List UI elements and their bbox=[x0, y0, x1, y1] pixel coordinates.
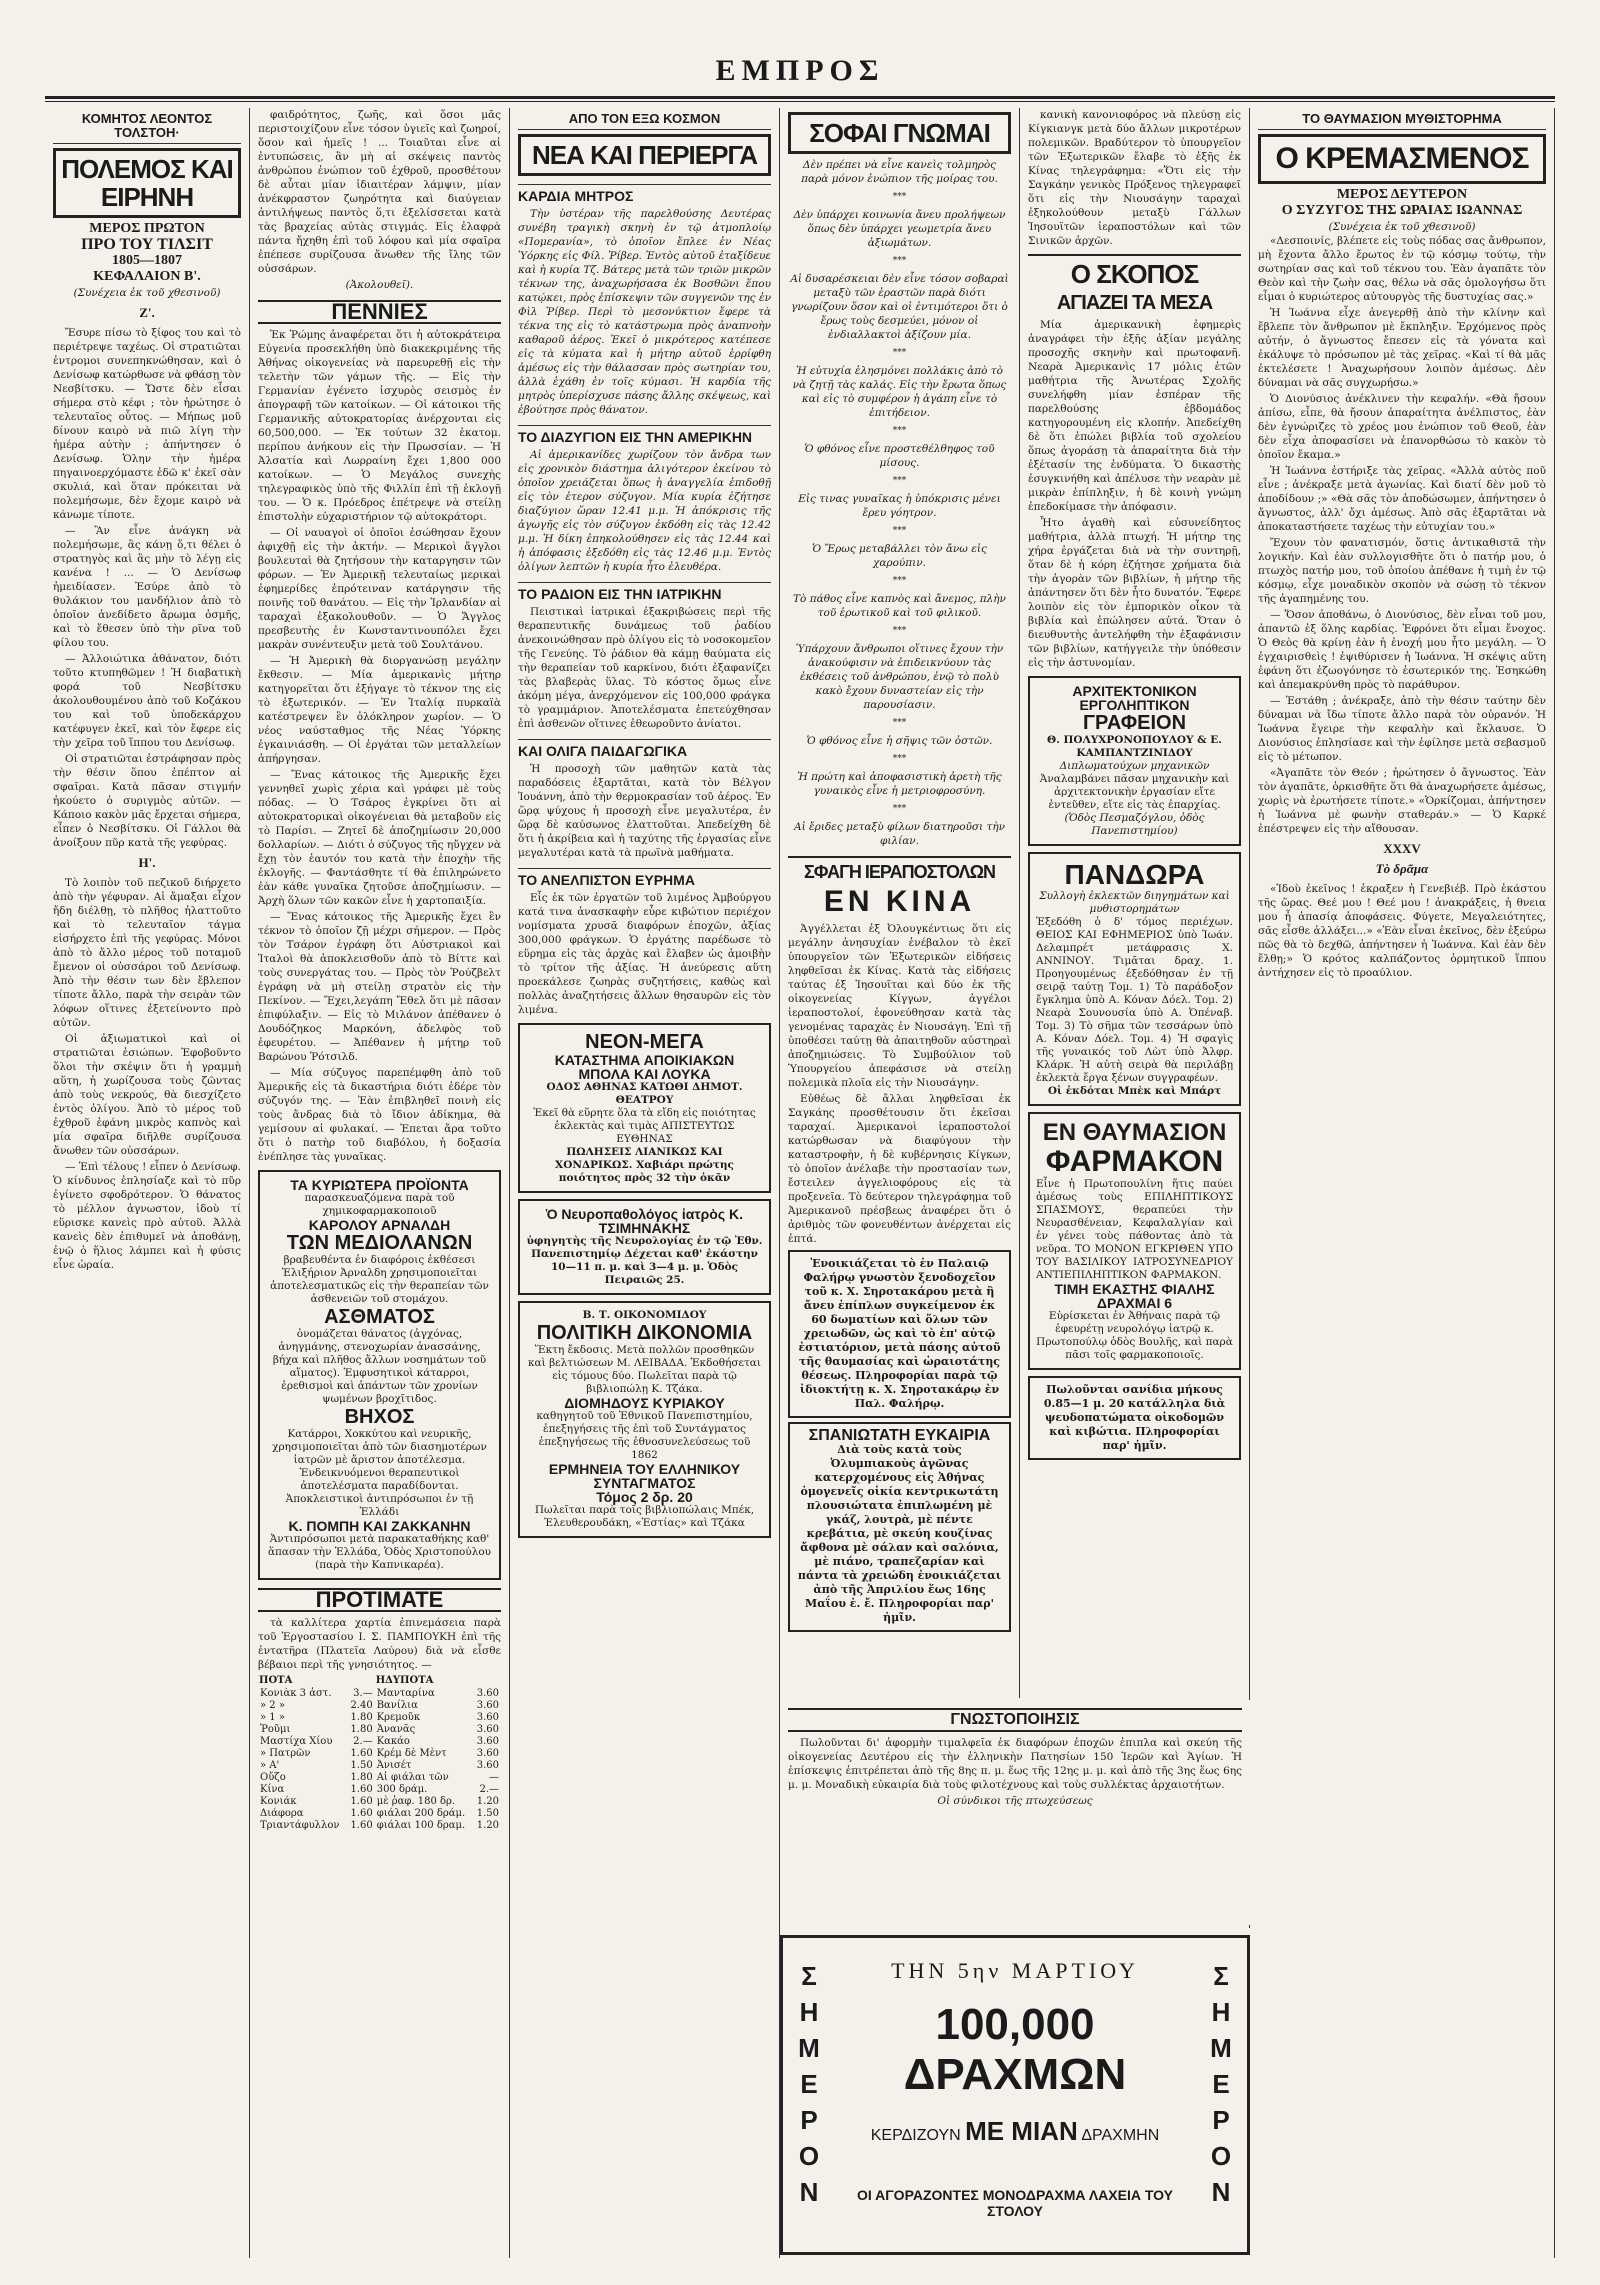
ad-heading: ΦΑΡΜΑΚΟΝ bbox=[1045, 1145, 1224, 1178]
price-value: 1.60 bbox=[350, 1808, 373, 1819]
article-title: ΤΟ ΔΙΑΖΥΓΙΟΝ ΕΙΣ ΤΗΝ ΑΜΕΡΙΚΗΝ bbox=[518, 425, 771, 444]
article-title: ΚΑΙ ΟΛΙΓΑ ΠΑΙΔΑΓΩΓΙΚΑ bbox=[518, 739, 771, 758]
column-1 bbox=[45, 108, 250, 2258]
maxim: Ἡ εὐτυχία ἐλησμόνει πολλάκις ἀπὸ τὸ νὰ ζητῇ τὰς καλάς. Εἰς τὴν ἔρωτα ὅπως καὶ εἰς τὸ συμφέρον ἡ ἀγάπη εἶνε τὸ ἐπιτήδειον. bbox=[792, 365, 1007, 419]
serial-kicker: ΚΟΜΗΤΟΣ ΛΕΟΝΤΟΣ ΤΟΛΣΤΟΗ· bbox=[53, 112, 241, 144]
news-paragraph: — Ἡ Ἀμερικὴ θὰ διοργανώσῃ μεγάλην ἔκθεσιν. — Μία ἀμερικανὶς μήτηρ κατηγορεῖται ὅτι ἐξήγαγε τὸ τέκνον της εἰς τὸ ἐξωτερικόν. — Ἐν Ἰταλίᾳ πυρκαϊὰ κατέστρεψεν ἓν ὁλόκληρον χωρίον. — Ὁ νέος ναύσταθμος τῆς Νέας Ὑόρκης ἐγκαινιάσθη. — Οἱ ἐργάται τῶν μεταλλείων ἀπήργησαν. bbox=[258, 655, 501, 765]
advertisement-opportunity bbox=[788, 1422, 1011, 1632]
advertisement-pandora bbox=[1028, 852, 1241, 1106]
ad-heading: ΤΑ ΚΥΡΙΩΤΕΡΑ ΠΡΟΪΟΝΤΑ bbox=[290, 1177, 469, 1193]
price-value: 3.60 bbox=[476, 1700, 499, 1711]
price-item: 300 δράμ. bbox=[376, 1784, 428, 1795]
lottery-vertical-left: Σ Η Μ Ε Ρ Ο Ν bbox=[798, 1961, 820, 2207]
lottery-vertical-right: Σ Η Μ Ε Ρ Ο Ν bbox=[1210, 1961, 1232, 2207]
article-headline: ΣΦΑΓΗ ΙΕΡΑΠΟΣΤΟΛΩΝ bbox=[788, 856, 1011, 882]
ad-text: Κατάρροι, Χοκκύτου καὶ νευρικῆς, χρησιμοποιεῖται ἀπὸ τῶν διασημοτέρων ἰατρῶν μὲ ἄριστον ἀποτέλεσμα. Ἐνδεικνυόμενοι θεραπευτικοὶ ἀποτελέσματα παραδίδονται. bbox=[272, 1428, 487, 1492]
serial-subtitle: ΠΡΟ ΤΟΥ ΤΙΛΣΙΤ bbox=[81, 236, 213, 253]
price-header: ΗΔΥΠΟΤΑ bbox=[375, 1675, 434, 1686]
maxim: Τὸ πάθος εἶνε καπνὸς καὶ ἄνεμος, πλὴν τοῦ ἐρωτικοῦ καὶ τοῦ φιλικοῦ. bbox=[793, 593, 1006, 619]
article-paragraph: φαιδρότητος, ζωῆς, καὶ ὅσοι μᾶς περιστοιχίζουν εἶνε τόσον ὑγιεῖς καὶ ζωηροί, ὅσον καὶ ἡμεῖς ! ... Τοιαῦται εἶνε αἱ ἐντυπώσεις, ἂν μὴ αἱ σκέψεις παντὸς ἀνθρώπου ἐνώπιον τοῦ ἐχθροῦ, προσθέτουν δὲ αὗται μίαν ἰδιαιτέραν λάμψιν, μίαν ἀνέκφραστον ζωηρότητα καὶ διαύγειαν ἀντιλήψεως παντὸς ὅ,τι ἐξελίσσεται κατὰ τὰς βραχείας αὐτὰς στιγμάς. Εἰς ἐλαφρὰ πάντα ἤχηθη ἐπὶ τοῦ λόφου καὶ μία σφαῖρα ἐπέπεσε συρίζουσα ἄνωθεν τῆς ἴλης τῶν οὐσσάρων. bbox=[258, 109, 501, 275]
ad-text: (Ὁδὸς Πεσμαζόγλου, ὁδὸς Πανεπιστημίου) bbox=[1064, 812, 1205, 837]
article-paragraph: «Δεσποινίς, βλέπετε εἰς τοὺς πόδας σας ἄνθρωπον, μὴ ἔχοντα ἄλλο ἔρωτος ἐν τῷ κόσμῳ τούτῳ, τὴν σωτηρίαν σας καὶ τοῦ τέκνου του. Ἐὰν ἀγαπᾶτε τὸν Θεὸν καὶ τὴν ζωὴν σας, θέλω νὰ σᾶς ὁμολογήσω ὅτι εἶμαι ὁ κυριώτερος αὐτουργὸς τῆς δυστυχίας σας.» bbox=[1258, 235, 1546, 303]
price-item: » Πατρῶν bbox=[260, 1748, 311, 1759]
article-headline-2: ΑΓΙΑΖΕΙ ΤΑ ΜΕΣΑ bbox=[1056, 292, 1213, 314]
column-2 bbox=[250, 108, 510, 2258]
ad-text: Πωλοῦνται σανίδια μήκους 0.85—1 μ. 20 κατάλληλα διὰ ψευδοπατώματα οἰκοδομῶν καὶ κιβώτια. Πληροφορίαι παρ' ἡμῖν. bbox=[1043, 1383, 1226, 1452]
ad-heading: ΕΝ ΘΑΥΜΑΣΙΟΝ bbox=[1042, 1119, 1227, 1146]
masthead bbox=[0, 0, 1600, 95]
serial-author: Ο ΣΥΖΥΓΟΣ ΤΗΣ ΩΡΑΙΑΣ ΙΩΑΝΝΑΣ bbox=[1281, 203, 1523, 218]
price-value: 1.50 bbox=[476, 1808, 499, 1819]
maxim: Ὁ φθόνος εἶνε ἡ σῆψις τῶν ὀστῶν. bbox=[806, 735, 993, 747]
price-value: 3.— bbox=[353, 1688, 373, 1699]
price-item: Οὔζο bbox=[260, 1772, 286, 1783]
maxim: Ὑπάρχουν ἄνθρωποι οἵτινες ἔχουν τὴν ἀνακούφισιν νὰ ἐπιδεικνύουν τὰς ἐκθέσεις τοῦ ἀνθρώπου, ἐνῷ τὸ πολὺ κακὸ ἔχουν δυναστείαν εἰς τὴν παρουσίασιν. bbox=[795, 643, 1004, 711]
price-value: 1.60 bbox=[350, 1796, 373, 1807]
price-value: 2.— bbox=[353, 1736, 373, 1747]
advertisement-hotel bbox=[788, 1250, 1011, 1418]
price-item: Μανταρίνα bbox=[376, 1688, 435, 1699]
article-paragraph: Ἡ Ἰωάννα εἶχε ἀνεγερθῇ ἀπὸ τὴν κλίνην καὶ ἔβλεπε τὸν ἄνθρωπον μὲ ἔκπληξιν. Ἐρχόμενος πρὸς αὐτήν, ὁ ἄγνωστος ἔπεσεν εἰς τὰ γόνατα καὶ ἐκάλυψε τὸ πρόσωπον μὲ τὰς χεῖρας. «Καὶ τί θὰ μᾶς ἐκτελέσετε ! Ἀναχωρήσουν λοιπὸν ἀμέσως. Δὲν δύναμαι νὰ σᾶς συγχωρήσω.» bbox=[1258, 307, 1546, 389]
price-row bbox=[258, 1736, 501, 1748]
price-item: Αἱ φιάλαι τῶν bbox=[376, 1772, 449, 1783]
maxim: Ὁ Ἔρως μεταβάλλει τὸν ἄνω εἰς χαρούπιν. bbox=[812, 543, 987, 569]
price-value: 1.80 bbox=[350, 1772, 373, 1783]
price-item: Κονιάκ bbox=[260, 1796, 297, 1807]
maxim: Ἡ πρώτη καὶ ἀποφασιστικὴ ἀρετὴ τῆς γυναικὸς εἶνε ἡ μετριοφροσύνη. bbox=[797, 771, 1002, 797]
column-3 bbox=[510, 108, 780, 2258]
article-paragraph: Ἀγγέλλεται ἐξ Ὀλουγκέντιως ὅτι εἰς μεγάλην ἀνησυχίαν ἐνέβαλον τὸ ἐκεῖ ὑπουργεῖον τῶν Ἐξωτερικῶν εἰδήσεις ληφθεῖσαι ἐκ Κίνας. Κατὰ τὰς εἰδήσεις ταύτας ἐξ Ἰησουῖται καὶ δύο ἐκ τῆς οἰκογενείας Κίγγων, ἀγγέλοι ἱεραποστολοί, ἐφονεύθησαν κατὰ τὰς γενομένας ταραχὰς ἐν Νιουσάγη. Ἐπὶ τῇ ὑποθέσει ταύτῃ θὰ ἀπαιτηθοῦν αὐστηραὶ ἀποζημιώσεις. Τὸ Συμβούλιον τοῦ Ὑπουργείου ἀπεφάσισε νὰ στείλῃ πολεμικὰ πλοῖα εἰς τὴν Νιουσάγην. bbox=[788, 923, 1011, 1089]
price-item: μὲ ῥαφ. 180 δρ. bbox=[376, 1796, 456, 1807]
price-value: 2.— bbox=[479, 1784, 499, 1795]
maxims-list bbox=[788, 158, 1011, 848]
price-item: φιάλαι 100 δραμ. bbox=[376, 1820, 466, 1831]
price-item: Κίνα bbox=[260, 1784, 285, 1795]
section-headline: ΣΟΦΑΙ ΓΝΩΜΑΙ bbox=[788, 112, 1011, 154]
ad-text: ΠΩΛΗΣΕΙΣ ΛΙΑΝΙΚΩΣ ΚΑΙ ΧΟΝΔΡΙΚΩΣ. Χαβιάρι πρώτης ποιότητος πρὸς 32 τὴν ὀκᾶν bbox=[555, 1146, 734, 1184]
price-value: 3.60 bbox=[476, 1712, 499, 1723]
ad-heading: Β. Τ. ΟΙΚΟΝΟΜΙΔΟΥ bbox=[582, 1309, 707, 1321]
ad-text: παρασκευαζόμενα παρὰ τοῦ χημικοφαρμακοποιοῦ bbox=[304, 1192, 455, 1217]
price-item: Κρέμ δὲ Μὲντ bbox=[376, 1748, 447, 1759]
article-paragraph: — Ἂν εἶνε ἀνάγκη νὰ πολεμήσωμε, ἂς κάνῃ ὅ,τι θέλει ὁ στρατηγὸς καὶ ἂς μὴν τὸ λέγῃ εἰς κανένα ! ... — Ὁ Δενίσωφ ἠμειδίασεν. Ἐσύρε ἀπὸ τὸ θυλάκιον του μανδήλιον ἀπὸ τὸ ὁποῖον ἀνεδίδετο ἄρωμα ὀσμῆς, καὶ τὸ ἔθεσεν ὑπὸ τὴν ρῖνα τοῦ φίλου του. bbox=[53, 525, 241, 649]
section-heading: XXXV bbox=[1383, 841, 1421, 856]
ad-text: Εἶνε ἡ Πρωτοπουλίνη ἥτις παύει ἀμέσως τοὺς ΕΠΙΛΗΠΤΙΚΟΥΣ ΣΠΑΣΜΟΥΣ, θεραπεύει τὴν Νευρασθένειαν, Κεφαλαλγίαν καὶ ἐν γένει τοὺς πάθοντας ἀπὸ τὰ νεῦρα. ΤΟ ΜΟΝΟΝ ΕΓΚΡΙΘΕΝ ΥΠΟ ΤΟΥ ΒΑΣΙΛΙΚΟΥ ΙΑΤΡΟΣΥΝΕΔΡΙΟΥ ΑΝΤΙΕΠΙΛΗΠΤΙΚΟΝ ΦΑΡΜΑΚΟΝ. bbox=[1036, 1178, 1233, 1281]
price-value: 3.60 bbox=[476, 1748, 499, 1759]
article-paragraph: — Ἐστάθη ; ἀνέκραξε, ἀπὸ τὴν θέσιν ταύτην δὲν δύναμαι νὰ ἴδω τίποτε ἄλλο παρὰ τὸν οὐρανόν. Ἡ Ἰωάννα ἔγειρε τὴν κεφαλὴν καὶ ἔκλαυσε. Ὁ Διονύσιος ἐπλησίασε καὶ τὴν ἐφίλησε μετὰ σεβασμοῦ εἰς τὸ μέτωπον. bbox=[1258, 695, 1546, 763]
ad-text: Εὑρίσκεται ἐν Ἀθήναις παρὰ τῷ ἐφευρέτῃ νευρολόγῳ ἰατρῷ κ. Πρωτοπούλῳ ὁδὸς Βουλῆς, καὶ παρὰ πᾶσι τοῖς φαρμακοποιοῖς. bbox=[1036, 1310, 1233, 1361]
section-heading: Ζ'. bbox=[139, 305, 155, 320]
article-paragraph: Ἡ Ἰωάννα ἐστήριξε τὰς χεῖρας. «Ἀλλὰ αὐτὸς ποῦ εἶνε ; ἀνέκραξε μετὰ ἀγωνίας. Καὶ διατί δὲν μοῦ τὸ ἀποδίδουν ;» «Θὰ σᾶς τὸν ἀποδώσωμεν, ἀπήντησεν ὁ ἄγνωστος, ἀλλ' ὄχι ἀμέσως. Ἀπὸ σᾶς ἐξαρτᾶται νὰ ἀποκαταστήσετε ταχέως τὴν εὐτυχίαν του.» bbox=[1258, 465, 1546, 533]
maxim-separator: *** bbox=[892, 256, 907, 266]
ad-heading: ΚΑΡΟΛΟΥ ΑΡΝΑΛΔΗ bbox=[308, 1217, 451, 1233]
masthead-title: ΕΜΠΡΟΣ bbox=[715, 54, 885, 87]
price-item: » 2 » bbox=[260, 1700, 285, 1711]
article-title: ΤΟ ΑΝΕΛΠΙΣΤΟΝ ΕΥΡΗΜΑ bbox=[518, 868, 771, 887]
advertisement-medicine bbox=[1028, 1112, 1241, 1370]
lottery-center bbox=[839, 1958, 1191, 2219]
section-heading: Η'. bbox=[138, 855, 156, 870]
price-row bbox=[258, 1760, 501, 1772]
ad-text: Πωλεῖται παρὰ τοῖς βιβλιοπώλαις Μπέκ, Ἐλευθερουδάκη, «Ἑστίας» καὶ Τζάκα bbox=[534, 1504, 755, 1529]
section-title: Τὸ δρᾶμα bbox=[1375, 861, 1429, 876]
ad-heading: Θ. ΠΟΛΥΧΡΟΝΟΠΟΥΛΟΥ & Ε. ΚΑΜΠΑΝΤΖΙΝΙΔΟΥ bbox=[1047, 734, 1222, 759]
price-row bbox=[258, 1784, 501, 1796]
news-paragraph: — Οἱ ναυαγοὶ οἱ ὁποῖοι ἐσώθησαν ἔχουν ἀφιχθῇ εἰς τὴν ἀκτήν. — Μερικοὶ ἄγγλοι βουλευταὶ θὰ ζητήσουν τὴν καταργησιν τῶν φόρων. — Ἐν Ἀμερικῇ τελευταίως μερικαὶ ἐφημερίδες ἐπρότειναν κατάργησιν τῆς ποινῆς τοῦ θανάτου. — Εἰς τὴν Ἰρλανδίαν αἱ ταραχαὶ ἐξακολουθοῦν. — Ὁ Ἄγγλος πρεσβευτὴς ἐν Κωνσταντινουπόλει ἔχει μακρὰν συνέντευξιν μετὰ τοῦ Σουλτάνου. bbox=[258, 527, 501, 651]
lottery-advertisement bbox=[780, 1935, 1250, 2255]
ad-heading: Τόμος 2 δρ. 20 bbox=[596, 1489, 693, 1505]
price-row bbox=[258, 1820, 501, 1832]
price-row bbox=[258, 1808, 501, 1820]
maxim-separator: *** bbox=[892, 804, 907, 814]
maxim-separator: *** bbox=[892, 576, 907, 586]
ad-text: Διπλωματούχων μηχανικῶν bbox=[1059, 760, 1210, 772]
price-value: 1.50 bbox=[350, 1760, 373, 1771]
article-paragraph: Τὸ λοιπὸν τοῦ πεζικοῦ διήρχετο ἀπὸ τὴν γέφυραν. Αἱ ἄμαξαι εἶχον ἤδη διέλθῃ, τὸ πλῆθος ἠλαττοῦτο καὶ τὸ τελευταῖον τάγμα εἰσήρχετο ἐπὶ τῆς γεφύρας. Μόνοι ἀπὸ τὸ ἄλλο μέρος τοῦ ποταμοῦ ἔμενον οἱ οὐσσάροι τοῦ Δενίσωφ. Ἀπὸ τὴν θέσιν των δὲν ἔβλεπον τίποτε ἄλλο, παρὰ τὴν σειρὰν τῶν λόφων οἵτινες ἐξετείνοντο πρὸ αὐτῶν. bbox=[53, 877, 241, 1029]
masthead-rule bbox=[45, 96, 1555, 99]
article-headline-2: ΕΝ ΚΙΝΑ bbox=[823, 885, 976, 918]
notice-title: ΓΝΩΣΤΟΠΟΙΗΣΙΣ bbox=[788, 1708, 1242, 1732]
maxim-separator: *** bbox=[892, 476, 907, 486]
price-item: φιάλαι 200 δράμ. bbox=[376, 1808, 466, 1819]
serial-continuation: (Συνέχεια ἐκ τοῦ χθεσινοῦ) bbox=[73, 287, 221, 299]
lottery-tagline bbox=[839, 2116, 1191, 2147]
ad-heading: ΤΩΝ ΜΕΔΙΟΛΑΝΩΝ bbox=[286, 1232, 473, 1254]
ad-text: Ἀποκλειστικοὶ ἀντιπρόσωποι ἐν τῇ Ἑλλάδι bbox=[285, 1493, 474, 1518]
news-section-heading: ΠΕΝΝΙΕΣ bbox=[258, 300, 501, 324]
article-title: ΤΟ ΡΑΔΙΟΝ ΕΙΣ ΤΗΝ ΙΑΤΡΙΚΗΝ bbox=[518, 582, 771, 601]
ad-text: ὁνομάζεται θάνατος (ἀγχόνας, ἀνηγμάνης, στενοχωρίαν ἀνασσάνης, βήχα καὶ πλῆθος ἄλλων νοσημάτων τοῦ αἵματος). Ἐμφυσητικοὶ κάταρροι, ἐρεθισμοὶ καὶ ἀπάντων τῶν χρονίων ψωμένων βροχῖτιδος. bbox=[272, 1328, 487, 1405]
price-item: Κακάο bbox=[376, 1736, 410, 1747]
lottery-tagline-c: ΔΡΑΧΜΗΝ bbox=[1081, 2127, 1160, 2144]
ad-heading-protimate: ΠΡΟΤΙΜΑΤΕ bbox=[258, 1588, 501, 1612]
price-value: 1.80 bbox=[350, 1712, 373, 1723]
ad-text: βραβευθέντα ἐν διαφόροις ἐκθέσεσι Ἐλιξήριον Ἀρναλδη χρησιμοποιεῖται ἀποτελεσματικῶς εἰς τὴν θεραπείαν τῶν ἀσθενειῶν τοῦ στομάχου. bbox=[270, 1254, 489, 1305]
ad-text: Ἐξεδόθη ὁ δ' τόμος περιέχων. ΘΕΙΟΣ ΚΑΙ ΕΦΗΜΕΡΙΟΣ ὑπὸ Ἰωάν. Δελαμπρέτ μετάφρασις Χ. ΑΝΝΙΝΟΥ. Τιμᾶται δραχ. 1. Προηγουμένως ἐξεδόθησαν ἐν τῇ σειρᾷ ταύτῃ Τομ. 1) Τὸ παράδοξον ἔγκλημα ὑπὸ Α. Κόναν Δόελ. Τομ. 2) Νεαρὰ Σουνουσία ὑπὸ Α. Ὀπέναβ. Τομ. 3) Τὸ σῆμα τῶν τεσσάρων ὑπὸ Α. Κόναν Δόελ. Τομ. 4) Ἡ σφαγὶς τῆς γυναικός τοῦ Λὼτ ὑπὸ Ἀλφρ. Κλάρκ. Ἡ αὐτὴ σειρὰ θὰ περιλάβῃ ἐκλεκτὰ ἔργα ξένων συγγραφέων. bbox=[1036, 916, 1233, 1084]
section-kicker: ΑΠΟ ΤΟΝ ΕΞΩ ΚΟΣΜΟΝ bbox=[518, 112, 771, 130]
article-paragraph: Τὴν ὑστέραν τῆς παρελθούσης Δευτέρας συνέβη τραγικὴ σκηνὴ ἐν τῷ ἀτμοπλοίῳ «Πομερανία», τὸ ὁποῖον ἔπλεε ἐν Νέας Ὑόρκης εἰς Φίλ. Ῥίβερ. Ἐντὸς αὐτοῦ ἐταξίδευε καὶ ἡ κυρία Τζ. Βάτερς μετὰ τῶν τριῶν μικρῶν τέκνων της, ἀναχωρήσασα ἐκ Βοσθῶνι ἕπου κατῴκει, πρὸς ἐπίσκεψιν τῶν συγγενῶν της ἐν Φὶλ Ῥίβερ. Περὶ τὸ μεσονύκτιον ἔφερε τὰ τέκνα της εἰς τὸ κατάστρωμα πρὸς ἀναπνοὴν καθαροῦ ἀέρος. Ἐκεῖ ὁ μικρότερος κατέπεσε εἰς τὰ κύματα καὶ ἡ μήτηρ αὐτοῦ ἐρρίφθη ἀμέσως εἰς τὴν θάλασσαν πρὸς σωτηρίαν του, ἀλλὰ ἐχάθη ἐν τοῖς κύμασι. Ἡ καρδία τῆς μητρὸς ὑπερίσχυσε πάσης ἄλλης σκέψεως, καὶ ἐβούτησε πρὸς θάνατον. bbox=[518, 208, 771, 416]
ad-heading: ΚΑΤΑΣΤΗΜΑ ΑΠΟΙΚΙΑΚΩΝ bbox=[554, 1052, 735, 1068]
price-value: 1.20 bbox=[476, 1796, 499, 1807]
maxim: Αἱ δυσαρέσκειαι δὲν εἶνε τόσον σοβαραὶ μεταξὺ τῶν ἐραστῶν παρὰ διότι γνωρίζουν ὅσον καὶ οἱ ἐντιμότεροι ὅτι ὁ ἔρως τοὺς δεσμεύει, μόνον οἱ ἐνδιαλλακτοὶ ἀξίζουν μία. bbox=[790, 273, 1009, 341]
price-row bbox=[258, 1796, 501, 1808]
serial-headline: Ο ΚΡΕΜΑΣΜΕΝΟΣ bbox=[1258, 134, 1546, 184]
price-value: 3.60 bbox=[476, 1760, 499, 1771]
notice-block bbox=[780, 1700, 1250, 1925]
ad-heading: ΓΡΑΦΕΙΟΝ bbox=[1082, 712, 1187, 734]
price-value: 1.60 bbox=[350, 1784, 373, 1795]
article-paragraph: Ἦτο ἀγαθὴ καὶ εὐσυνείδητος μαθήτρια, ἀλλὰ πτωχή. Ἡ μήτηρ της χήρα ἐργάζεται διὰ νὰ τὴν συντηρῇ, ὅταν δὲ ἡ κόρη ἐζήτησε χρήματα διὰ τὴν ἀγορὰν τῶν βιβλίων, ἡ μήτηρ τῆς ἀπάντησεν ὅτι δὲν ἦτο δυνατόν. Ἔφερε λοιπὸν εἰς τὸν ἐμπορικὸν οἶκον τὰ βιβλία καὶ ἐπώλησεν αὐτά. Ὅταν ὁ διευθυντὴς ἀντελήφθη τὴν ἐξαφάνισιν τῶν βιβλίων, κατήγγειλε τὴν ὑπόθεσιν εἰς τὴν ἀστυνομίαν. bbox=[1028, 517, 1241, 669]
maxim-separator: *** bbox=[892, 426, 907, 436]
article-paragraph: Οἱ στρατιῶται ἐστράφησαν πρὸς τὴν θέσιν ὅπου ἐπέπτον αἱ σφαῖραι. Κατὰ πᾶσαν στιγμήν ἠκούετο ὁ συριγμὸς αὐτῶν. — Κάποιο κακὸν μᾶς ἔρχεται σήμερα, εἶπεν ὁ Νεσβίτσκυ. Οἱ Γάλλοι θὰ ἀνοίξουν πῦρ κατὰ τῆς γεφύρας. bbox=[53, 753, 241, 849]
column-4 bbox=[780, 108, 1020, 1698]
serial-part: ΜΕΡΟΣ ΔΕΥΤΕΡΟΝ bbox=[1336, 187, 1468, 202]
ad-text: Ἀντιπρόσωποι μετὰ παρακαταθήκης καθ' ἅπασαν τὴν Ἑλλάδα, Ὁδὸς Χριστοπούλου (παρὰ τὴν Καπνικαρέα). bbox=[267, 1533, 492, 1571]
continued-note: (Ἀκολουθεῖ). bbox=[345, 279, 414, 291]
price-item: Μαστίχα Χίου bbox=[260, 1736, 333, 1747]
lottery-tagline-a: ΚΕΡΔΙΖΟΥΝ bbox=[870, 2127, 961, 2144]
article-paragraph: — Ἀλλοιώτικα ἀθάνατον, διότι τοῦτο κτυπηθῶμεν ! Ἡ διαβατικὴ φορά τοῦ Νεσβίτσκυ ἀκολουθουμένου ἀπὸ τοῦ Κοζάκου του καὶ τοῦ ὑποδεκάρχου κατέφυγεν ἐκεῖ, καὶ τὸν ἔφερε εἰς τὴν χεῖρα τοῦ ἵππου του Δενίσωφ. bbox=[53, 653, 241, 749]
price-row bbox=[258, 1724, 501, 1736]
serial-headline: ΠΟΛΕΜΟΣ ΚΑΙ ΕΙΡΗΝΗ bbox=[53, 148, 241, 218]
ad-text: τὰ καλλίτερα χαρτία ἐπινεμάσεια παρὰ τοῦ Ἐργοστασίου Ι. Σ. ΠΑΜΠΟΥΚΗ ἐπὶ τῆς ἐντατῆρα (Πλατεῖα Λαύρου) διὰ νὰ εἶσθε βέβαιοι περὶ τῆς γνησιότητος. — bbox=[258, 1617, 501, 1671]
article-paragraph: Αἱ ἀμερικανίδες χωρίζουν τὸν ἄνδρα των εἰς χρονικὸν διάστημα ἀλιγότερον ἐκείνου τὸ ὁποῖον χρειάζεται ὅπως ἡ ἀναγγελία ἐπιδοθῇ εἰς τὸν ἐτερον σύζυγον. Μία κυρία ἐζήτησε διαζύγιον ὥραν 12.41 μ.μ. Ἡ ἀπόκρισις τῆς ἀγωγῆς εἰς τὸν σύζυγον ἐκδόθη εἰς τὰς 12.42 μ.μ. Ἡ δίκη ἐπηκολούθησεν εἰς τὰς 12.44 καὶ ἡ ἀπόφασις ἐξεδόθη εἰς τὰς 12.46 μ.μ. Ἐντὸς ὀλίγων λεπτῶν ἡ κυρία ἦτο ἐλευθέρα. bbox=[518, 449, 771, 573]
article-headline: Ο ΣΚΟΠΟΣ bbox=[1028, 254, 1241, 288]
lottery-tagline-b: ΜΕ ΜΙΑΝ bbox=[965, 2116, 1078, 2146]
maxim-separator: *** bbox=[892, 192, 907, 202]
notice-footer: Οἱ σύνδικοι τῆς πτωχεύσεως bbox=[937, 1795, 1093, 1807]
lottery-amount: 100,000 ΔΡΑΧΜΩΝ bbox=[903, 2000, 1127, 2099]
price-item: Τριαντάφυλλον bbox=[260, 1820, 340, 1831]
ad-text: Ἀναλαμβάνει πᾶσαν μηχανικὴν καὶ ἀρχιτεκτονικὴν ἐργασίαν εἴτε ἐντεῦθεν, εἴτε εἰς τὰς ἐπαρχίας. bbox=[1039, 773, 1230, 811]
ad-heading: ΜΠΟΛΑ ΚΑΙ ΛΟΥΚΑ bbox=[578, 1066, 711, 1082]
price-item: Ἀνισέτ bbox=[376, 1760, 412, 1771]
section-headline: ΝΕΑ ΚΑΙ ΠΕΡΙΕΡΓΑ bbox=[518, 134, 771, 176]
ad-text: ὑφηγητὴς τῆς Νευρολογίας ἐν τῷ Ἐθν. Πανεπιστημίῳ Δέχεται καθ' ἑκάστην 10—11 π. μ. καὶ 3—4 μ. μ. Ὁδὸς Πειραιῶς 25. bbox=[526, 1235, 763, 1286]
maxim-separator: *** bbox=[892, 718, 907, 728]
serial-kicker: ΤΟ ΘΑΥΜΑΣΙΟΝ ΜΥΘΙΣΤΟΡΗΜΑ bbox=[1258, 112, 1546, 130]
price-header: ΠΟΤΑ bbox=[259, 1675, 293, 1686]
ad-heading: ΑΣΘΜΑΤΟΣ bbox=[324, 1306, 435, 1328]
ad-text: ΟΔΟΣ ΑΘΗΝΑΣ ΚΑΤΩΘΙ ΔΗΜΟΤ. ΘΕΑΤΡΟΥ bbox=[546, 1081, 743, 1106]
price-item: Βανίλια bbox=[376, 1700, 418, 1711]
price-item: » 1 » bbox=[260, 1712, 285, 1723]
lottery-date: ΤΗΝ 5ην ΜΑΡΤΙΟΥ bbox=[891, 1958, 1139, 1983]
serial-continuation: (Συνέχεια ἐκ τοῦ χθεσινοῦ) bbox=[1328, 221, 1476, 233]
article-title: ΚΑΡΔΙΑ ΜΗΤΡΟΣ bbox=[518, 184, 771, 203]
article-paragraph: «Ἀγαπᾶτε τὸν Θεόν ; ἠρώτησεν ὁ ἄγνωστος. Ἐὰν τὸν ἀγαπᾶτε, ὁρκισθῆτε ὅτι θὰ ἀναχωρήσετε ἀμέσως, χωρὶς νὰ ἐρωτήσετε τίποτε.» «Ὁρκίζομαι, ἀπήντησεν ἡ Ἰωάννα μὲ φωνὴν σταθεράν.» — Ὁ Καρκέ ἐπέστρεψεν εἰς τὴν αἴθουσαν. bbox=[1258, 767, 1546, 835]
article-paragraph: Ἔχουν τὸν φανατισμόν, ὅστις ἀντικαθιστᾶ τὴν λογικήν. Καὶ ἐὰν συλλογισθῆτε ὅτι ὁ πατήρ μου, ὁ πτωχὸς πατήρ μου, τοῦ ὁποίου ἀπέθανε ἡ τιμὴ ἐν τῷ κόσμῳ, εἶχε μοναδικὸν σκοπὸν νὰ σώσῃ τὸ τέκνον τῆς ἀγαπημένης του. bbox=[1258, 537, 1546, 605]
serial-part: ΜΕΡΟΣ ΠΡΩΤΟΝ bbox=[89, 221, 205, 236]
ad-heading: ΣΠΑΝΙΩΤΑΤΗ ΕΥΚΑΙΡΙΑ bbox=[808, 1427, 991, 1444]
price-value: 3.60 bbox=[476, 1736, 499, 1747]
price-item: Ἀνανᾶς bbox=[376, 1724, 416, 1735]
article-paragraph: — Ὅσον ἀποθάνω, ὁ Διονύσιος, δὲν εἶναι τοῦ μου, ἀπαντῶ ἐξ ὅλης καρδίας. Ἐφρόνει ὅτι εἶμαι ἔνοχος. Ὁ Θεὸς θὰ κρίνῃ ἐὰν ἡ ἐνοχή μου ἦτο μεγάλη. — Ὁ ἐγχαιρισθεὶς ! ἐψιθύρισεν ἡ Ἰωάννα. Ἡ σκέψις αὕτη ἐφάνη ὅτι ἐζωογόνησε τὸ ἐσωτερικόν της. Ἐσηκώθη καὶ ἀπεμακρύνθη πρὸς τὸ παράθυρον. bbox=[1258, 609, 1546, 691]
ad-text: Διὰ τοὺς κατὰ τοὺς Ὀλυμπιακοὺς ἀγῶνας κατερχομένους εἰς Ἀθήνας ὁμογενεῖς οἰκία κεντρικωτάτη πλουσιώτατα ἐπιπλωμένη μὲ γκάζ, λουτρὰ, μὲ πέντε κρεβάτια, μὲ σκεύη κουζίνας ἄφθονα μὲ σάλαν καὶ σαλόνια, μὲ πιάνο, τραπεζαρίαν καὶ πάντα τὰ χρειώδη ἐνοικιάζεται ἀπὸ τῆς Ἀπριλίου ἕως 16ης Μαΐου ἐ. ἔ. Πληροφορίαι παρ' ἡμῖν. bbox=[797, 1443, 1002, 1624]
price-item: Ῥοῦμι bbox=[260, 1724, 291, 1735]
ad-text: καθηγητοῦ τοῦ Ἐθνικοῦ Πανεπιστημίου, ἐπεξηγήσεις τῆς ἐπὶ τοῦ Συντάγματος ἐπεξηγήσεως τῆς ἐθνοσυνελεύσεως τοῦ 1862 bbox=[536, 1410, 753, 1461]
price-value: 2.40 bbox=[350, 1700, 373, 1711]
maxim-separator: *** bbox=[892, 526, 907, 536]
price-value: 1.80 bbox=[350, 1724, 373, 1735]
ad-text: Ἕκτη ἔκδοσις. Μετὰ πολλῶν προσθηκῶν καὶ βελτιώσεων Μ. ΛΕΙΒΑΔΑ. Ἐκδοθήσεται εἰς τόμους δύο. Πωλεῖται παρὰ τῷ βιβλιοπώλῃ Κ. Τζάκα. bbox=[527, 1344, 761, 1395]
column-5 bbox=[1020, 108, 1250, 1928]
article-paragraph: Οἱ ἀξιωματικοὶ καὶ οἱ στρατιῶται ἐσιώπων. Ἐφοβοῦντο ὅλοι τὴν σκέψιν ὅτι ἡ γραμμὴ αὕτη, ἡ χωρίζουσα τοὺς ζῶντας ἀπὸ τοὺς νεκρούς, θὰ διεσχίζετο ἐντὸς ὀλίγου. Ἀπὸ τὸ μέρος τοῦ ἐχθροῦ ἐφάνη μικρὸς καπνὸς καὶ μία σφαῖρα διῆλθε συρίζουσα ἄνωθεν τῶν οὐσσάρων. bbox=[53, 1033, 241, 1157]
article-paragraph: «Ἰδοὺ ἐκεῖνος ! ἐκραξεν ἡ Γενεβιέβ. Πρὸ ἑκάστου τῆς ὥρας. Θεέ μου ! Θεέ μου ! ἀνακράξεις, ἡ θνεια μου ἦ ἀπασίᾳ ἀποφάσεις. Φύγετε, Μεγαλειότητες, σᾶς εἶσθε ἀλλάξει...» «Ἐὰν εἶναι ἐκεῖνος, δὲν ἐξεύρω πῶς θὰ τὸ δεχθῶ, ἀπήντησεν ἡ Ἰωάννα. Καὶ ἐὰν δὲν ἔλθῃ;» Ὁ κρότος καλπάζοντος ὁρμητικοῦ ἵππου ἀντήχησεν εἰς τὸ προαύλιον. bbox=[1258, 883, 1546, 979]
maxim: Δὲν πρέπει νὰ εἶνε κανεὶς τολμηρὸς παρὰ μόνον ἐνώπιον τῆς μοίρας του. bbox=[801, 159, 998, 185]
price-item: Κονιὰκ 3 ἀστ. bbox=[260, 1688, 332, 1699]
price-value: 3.60 bbox=[476, 1724, 499, 1735]
price-value: — bbox=[489, 1772, 499, 1783]
article-paragraph: Πειστικαὶ ἰατρικαὶ ἐξακριβώσεις περὶ τῆς θεραπευτικῆς δυνάμεως τοῦ ῥαδίου ἀνεκοινώθησαν πρὸ ὀλίγου εἰς τὸ νοσοκομεῖον τῆς Γενεύης. Τὸ ῥάδιον θὰ κάμῃ θαύματα εἰς τὴν θεραπείαν τοῦ καρκίνου, διότι ἐξαφανίζει τὰς βλαβερὰς ὕλας. Τὸ κόστος ὅμως εἶνε ἀκόμη μέγα, ἀνερχόμενον εἰς 100,000 φράγκα τὸ γραμμάριον. Ἀποτελέσματα ἐπετεύχθησαν ἐπὶ ἀσθενῶν οἵτινες ἐθεωροῦντο ἀνίατοι. bbox=[518, 606, 771, 730]
ad-text: Οἱ ἐκδόται Μπὲκ καὶ Μπάρτ bbox=[1047, 1085, 1222, 1097]
article-paragraph: Εὐθέως δὲ ἄλλαι ληφθεῖσαι ἐκ Σαγκάης προσθέτουσιν ὅτι ἐκεῖσαι ταραχαί. Ἀμερικανοὶ ἱεραποστολοί κατώρθωσαν νὰ διαφύγουν τὴν καταστροφὴν, ἡ δὲ κυβέρνησις Κίγκων, τὸ ὁποῖον ἀνέλαβε τὴν προστασίαν των, ἔστειλεν ἀγγελιοφόρους εἰς τὰ προξενεῖα. Τὸ δεύτερον τηλεγράφημα τοῦ Ἀμερικανοῦ πρέσβεως ἀναφέρει ὅτι ὁ ἀριθμὸς τῶν φονευθέντων ἀνέρχεται εἰς ἑπτά. bbox=[788, 1093, 1011, 1245]
ad-heading: Ὁ Νευροπαθολόγος ἰατρὸς Κ. ΤΣΙΜΗΝΑΚΗΣ bbox=[545, 1206, 744, 1236]
maxim-separator: *** bbox=[892, 348, 907, 358]
price-row bbox=[258, 1712, 501, 1724]
maxim: Ὁ φθόνος εἶνε προστεθέλθηφος τοῦ μίσους. bbox=[804, 443, 995, 469]
maxim: Αἱ ἔριδες μεταξὺ φίλων διατηροῦσι τὴν φιλίαν. bbox=[793, 821, 1005, 847]
price-row bbox=[258, 1700, 501, 1712]
ad-heading: ΔΙΟΜΗΔΟΥΣ ΚΥΡΙΑΚΟΥ bbox=[564, 1395, 725, 1411]
advertisement-pharmacy bbox=[258, 1170, 501, 1580]
advertisement-books bbox=[518, 1301, 771, 1538]
news-paragraph: — Μία σύζυγος παρεπέμφθη ἀπὸ τοῦ Ἀμερικῆς εἰς τὰ δικαστήρια διότι ἐδέρε τὸν σύζυγόν της. — Ἐὰν ἐπιβληθεῖ ποινὴ εἰς τοὺς ἄνδρας διὰ τὸ ἴδιον ἀδίκημα, θὰ γεμίσουν αἱ φυλακαί. — Ἐπεται ἄρα τοῦτο ὅτι ὁ πατὴρ τοῦ διαβόλου, ἡ δοξασία ἐνέπλησε τὰς γυναῖκας. bbox=[258, 1067, 501, 1163]
notice-text: Πωλοῦνται δι' ἀφορμὴν τιμαλφεῖα ἐκ διαφόρων ἐποχῶν ἐπιπλα καὶ σκεύη τῆς οἰκογενείας Δευτέρου εἰς τὴν ἑλληνικὴν Πατησίων 150 Ἰερῶν καὶ Ἁγίων. Ἡ ἐπίσκεψις ἐπιτρέπεται ἀπὸ τῆς 8ης π. μ. ἕως τῆς 12ης μ. μ. καὶ ἀπὸ τῆς 3ης ἕως 6ης μ. μ. Μοναδικὴ εὐκαιρία διὰ τοὺς φιλοτέχνους καὶ τοὺς συλλέκτας ἀρχαιοτήτων. bbox=[788, 1737, 1242, 1791]
article-paragraph: Ἡ προσοχὴ τῶν μαθητῶν κατὰ τὰς παραδόσεις ἐξαρτᾶται, κατὰ τὸν Βέλγον Ἰουάννη, ἀπὸ τὴν θερμοκρασίαν τοῦ ἀέρος. Ἐν ὥρᾳ ψύχους ἡ προσοχὴ εἶνε μεγαλυτέρα, ἐν ὥρᾳ δὲ καύσωνος ἐλαττοῦται. Ἀπεδείχθη δὲ ὅτι ἡ ἀκρίβεια καὶ ἡ ταχύτης τῆς ἐργασίας εἶνε μεγαλυτέραι κατὰ τὰ πρωϊνὰ μαθήματα. bbox=[518, 763, 771, 859]
ad-heading: ΤΙΜΗ ΕΚΑΣΤΗΣ ΦΙΑΛΗΣ ΔΡΑΧΜΑΙ 6 bbox=[1054, 1281, 1215, 1311]
maxim: Εἰς τινας γυναῖκας ἡ ὑπόκρισις μένει ἔρευ γόητρον. bbox=[798, 493, 1001, 519]
price-value: 1.60 bbox=[350, 1748, 373, 1759]
masthead-rule-thin bbox=[45, 101, 1555, 102]
ad-heading: Κ. ΠΟΜΠΗ ΚΑΙ ΖΑΚΚΑΝΗΝ bbox=[288, 1518, 471, 1534]
news-paragraph: Ἐκ Ῥώμης ἀναφέρεται ὅτι ἡ αὐτοκράτειρα Εὐγενία προσεκλήθη ὑπὸ διακεκριμένης τῆς Ἀθήνας οἰκογενείας νὰ παρευρεθῇ εἰς τὴν τελετὴν τῶν γάμων τῆς. — Εἰς τὴν Γερμανίαν ἐγένετο ἰσχυρὸς σεισμὸς ἐν ἀπογραφῇ τῶν κατοίκων. — Οἱ κάτοικοι τῆς Γερμανικῆς αὐτοκρατορίας ἀνέρχονται εἰς 60,500,000. — Ἐκ τούτων 32 ἑκατομ. περίπου ἀνήκουν εἰς τὴν Πρωσσίαν. — Ἡ Ἀλσατία καὶ Λωρραίνη ἔχει 1,800 000 κατοίκων. — Ὁ Μεγάλος συνεχὴς τηλεγραφικὸς ὑπὸ τῆς Φιλλίπ ἐπὶ τῇ ἐκλογῇ του. — Ὁ κ. Πρόεδρος ἐπέτρεψε νὰ στείλῃ ἐπιστολὴν εὐχαριστήριον τῷ αὐτοκράτορι. bbox=[258, 329, 501, 523]
ad-text: Ἐνοικιάζεται τὸ ἐν Παλαιῷ Φαλήρῳ γνωστὸν ξενοδοχεῖον τοῦ κ. Χ. Σηροτακάρου μετὰ ἢ ἄνευ ἐπίπλων συγκείμενον ἐκ 60 δωματίων καὶ ὅλων τῶν χρειωδῶν, ὡς καὶ τὸ ἐπ' αὐτῷ ἐστιατόριον, μετὰ πάσης αὐτοῦ τῆς θαυμασίας καὶ ὡραιοτάτης θέσεως. Πληροφορίαι παρὰ τῷ ἰδιοκτήτῃ κ. Χ. Σηροτακάρῳ ἐν Παλ. Φαλήρῳ. bbox=[798, 1257, 1001, 1410]
ad-heading: ΝΕΟΝ-ΜΕΓΑ bbox=[585, 1031, 704, 1053]
ad-heading: ΠΟΛΙΤΙΚΗ ΔΙΚΟΝΟΜΙΑ bbox=[536, 1322, 753, 1344]
article-paragraph: Ἔσυρε πίσω τὸ ξίφος του καὶ τὸ περιέτρεψε ταχέως. Οἱ στρατιῶται ἐντρομοι συνεπηκνώθησαν, καὶ ὁ Δενίσωφ κατώρθωσε νὰ φθάσῃ τὸν Νεσβίτσκυ. — Ὥστε δὲν εἶσαι σήμερα στὸ κέφι ; τὸν ἠρώτησε ὁ τελευταῖος οὗτος. — Μήπως μοῦ δίνουν καιρὸ νὰ πιῶ λίγη τὴν ἡμέρα αὐτὴν ; ἀπήντησεν ὁ Δενίσωφ. Ὁλην τὴν ἡμέρα πηγαινοερχόμαστε ἐδῶ κ' ἐκεῖ σὰν σκυλιά, καὶ ὅταν πρόκειται νὰ πολεμήσωμε, δὲν ἔχομε καιρὸ νὰ κάνωμε τίποτε. bbox=[53, 327, 241, 521]
article-paragraph: Μία ἀμερικανικὴ ἐφημερὶς ἀναγράφει τὴν ἑξῆς ἀξίαν μεγάλης προσοχῆς σκηνὴν καὶ πρωτοφανῆ. Νεαρὰ Ἀμερικανὶς 17 μόλις ἐτῶν μαθήτρια τῆς Ἀνωτέρας Σχολῆς συνελήφθη μίαν ἑσπέραν τῆς παρελθούσης ἑβδομάδος κατηγορουμένη εἰς κλοπήν. Ἀπεδείχθη δὲ ὅτι ἐπώλει βιβλία τοῦ σχολείου ὅπως ἀγοράσῃ τὰ ἀπαραίτητα διὰ τὴν ἐξέτασίν της ἐνδύματα. Ὁ δικαστὴς ἐσυγκινήθη καὶ ἀπέλυσε τὴν νεαρὰν μὲ μικρὰν ἐπίπληξιν, ἡ δὲ κοινὴ γνώμη ἐπεδοκίμασε τὴν ἀπόφασιν. bbox=[1028, 319, 1241, 513]
ad-heading: ΠΑΝΔΩΡΑ bbox=[1064, 859, 1205, 890]
price-row bbox=[258, 1748, 501, 1760]
ad-text: Συλλογὴ ἐκλεκτῶν διηγημάτων καὶ μυθιστορημάτων bbox=[1039, 890, 1230, 915]
advertisement-planks bbox=[1028, 1376, 1241, 1460]
price-value: 3.60 bbox=[476, 1688, 499, 1699]
price-table bbox=[258, 1674, 501, 1832]
news-paragraph: — Ἕνας κάτοικος τῆς Ἀμερικῆς ἔχει ἓν τέκνον τὸ ὁποῖον ζῇ μέχρι σήμερον. — Πρὸς τὸν Τσάρον ἐγράφη ὅτι Αὐστριακοὶ καὶ Ἰταλοὶ θὰ ἀποκλεισθοῦν ἀπὸ τὸ Βίττε καὶ τοὺς συνεργάτας του. — Πρὸς τὸν Ῥούζβελτ ἐγράφη νὰ μὴ στείλῃ στρατὸν εἰς τὴν Πεκίνον. — Ἔχει,λεγάπη Ἔθελ ὅτι μὲ πᾶσαν ἐπιφύλαξιν. — Εἰς τὸ Μιλάνον ἀπέθανεν ὁ Δουδόζηκος Μαρκόνη, ἀδελφὸς τοῦ ἐφευρέτου. — Ἀπέθανεν ἡ μήτηρ τοῦ Βαρώνου Ῥότσιλδ. bbox=[258, 911, 501, 1063]
advertisement-doctor bbox=[518, 1199, 771, 1295]
advertisement-store bbox=[518, 1023, 771, 1193]
maxim: Δὲν ὑπάρχει κοινωνία ἄνευ προλήψεων ὅπως δὲν ὑπάρχει γεωμετρία ἄνευ ἀξιωμάτων. bbox=[793, 209, 1006, 249]
price-value: 1.20 bbox=[476, 1820, 499, 1831]
advertisement-architects bbox=[1028, 676, 1241, 846]
price-item: Κρεμοῦκ bbox=[376, 1712, 421, 1723]
ad-heading: ΑΡΧΙΤΕΚΤΟΝΙΚΟΝ ΕΡΓΟΛΗΠΤΙΚΟΝ bbox=[1072, 683, 1197, 713]
maxim-separator: *** bbox=[892, 626, 907, 636]
lottery-footer: ΟΙ ΑΓΟΡΑΖΟΝΤΕΣ ΜΟΝΟΔΡΑΧΜΑ ΛΑΧΕΙΑ ΤΟΥ ΣΤΟΛΟΥ bbox=[857, 2187, 1173, 2219]
serial-chapter: ΚΕΦΑΛΑΙΟΝ Β'. bbox=[93, 269, 201, 284]
article-paragraph: Εἶς ἐκ τῶν ἐργατῶν τοῦ λιμένος Ἀμβούργου κατά τινα ἀνασκαφὴν εὗρε κιβώτιον περιέχον νομίσματα χρυσᾶ διαφόρων ἐποχῶν, ἀξίας 300,000 φράγκων. Ὁ ἐργάτης παρέδωσε τὸ εὕρημα εἰς τὰς ἀρχὰς καὶ ἔλαβεν ὡς ἀμοιβὴν τὸ τρίτον τῆς ἀξίας. Ἡ ἀνεύρεσις αὕτη προεκάλεσε ζωηρὰς συζητήσεις, καθὼς καὶ πολλὰς ἀναζητήσεις ἄλλων θησαυρῶν εἰς τὸν λιμένα. bbox=[518, 892, 771, 1016]
article-paragraph: Ὁ Διονύσιος ἀνέκλινεν τὴν κεφαλήν. «Θὰ ἤσουν ἀπίσω, εἶπε, θὰ ἤσουν ἀπαραίτητα ἀνέλπιστος, ἐὰν δὲν ἐγνώριζες τὸ χρέος μου ἐνώπιον τοῦ Θεοῦ, ἐὰν δὲν εἶχα ἀποφασίσει νὰ ἐπανορθώσω τὸ κακὸν τὸ ὁποῖον ἔκαμα.» bbox=[1258, 393, 1546, 461]
ad-text: Ἐκεῖ θὰ εὕρητε ὅλα τὰ εἴδη εἰς ποιότητας ἐκλεκτὰς καὶ τιμὰς ΑΠΙΣΤΕΥΤΩΣ ΕΥΘΗΝΑΣ bbox=[533, 1107, 756, 1145]
price-value: 1.60 bbox=[350, 1820, 373, 1831]
article-paragraph: — Ἐπὶ τέλους ! εἶπεν ὁ Δενίσωφ. Ὁ κίνδυνος ἐπλησίαζε καὶ τὸ πῦρ ἐγίνετο σφοδρότερον. Ὁ θάνατος τὸ μέλλον ἀγνωστον, ἰδοὺ τί εὕρισκε κανεὶς πρὸ αὐτοῦ. Ἀλλὰ κανεὶς δὲν ἐπιθυμεῖ νὰ ἀποθάνῃ, ἐνῷ ὁ ἥλιος λάμπει καὶ ἡ φύσις εἶνε ὡραία. bbox=[53, 1161, 241, 1271]
column-6 bbox=[1250, 108, 1555, 2258]
price-row bbox=[258, 1772, 501, 1784]
price-item: » Α' bbox=[260, 1760, 280, 1771]
price-row bbox=[258, 1688, 501, 1700]
ad-heading: ΕΡΜΗΝΕΙΑ ΤΟΥ ΕΛΛΗΝΙΚΟΥ ΣΥΝΤΑΓΜΑΤΟΣ bbox=[548, 1461, 741, 1491]
ad-heading: ΒΗΧΟΣ bbox=[344, 1406, 415, 1428]
serial-years: 1805—1807 bbox=[112, 253, 182, 268]
article-paragraph: κανικὴ κανονιοφόρος νὰ πλεύσῃ εἰς Κίγκιανγκ μετὰ δύο ἄλλων μικροτέρων πολεμικῶν. Βραδύτερον τὸ ὑπουργεῖον τῶν Ἐξωτερικῶν ἔλαβε τὸ ἑξῆς ἐκ Κίνας τηλεγράφημα: «Ὅτι εἰς τὴν Σαγκάην γενικὸς Πρόξενος τηλεγραφεῖ ὅτι εἰς τὴν Νιουσάγην ταραχαὶ ἐξηκολούθουν μεταξὺ Γάλλων Ἰησουϊτῶν ἱεραποστόλων καὶ τῶν Σινικῶν ἀρχῶν. bbox=[1028, 109, 1241, 247]
news-paragraph: — Ἔνας κάτοικος τῆς Ἀμερικῆς ἔχει γεννηθεῖ χωρὶς χέρια καὶ γράφει μὲ τοὺς πόδας. — Ὁ Τσάρος ἐγκρίνει ὅτι αἱ αὐτοκρατορικαὶ οἰκογένειαι θὰ μεταβοῦν εἰς τὸ Παρίσι. — Ζητεῖ δὲ ἀποζημίωσιν 20,000 δολλαρίων. — Διότι ὁ σύζυγος τῆς ηὔγχεν νὰ ἔχῃ τὸν ἑαυτόν του κατὰ τὴν ἐποχὴν τῆς ἐκλογῆς. — Φαντάσθητε τί θὰ ἐπιληρώνετο ἐὰν κάθε γυναῖκα ζητοῦσε ἀποζημίωσιν. — Ἀρχὴ ὅλων τῶν κακῶν εἶνε ἡ χαρτοπαιξία. bbox=[258, 769, 501, 907]
price-item: Διάφορα bbox=[260, 1808, 304, 1819]
maxim-separator: *** bbox=[892, 754, 907, 764]
